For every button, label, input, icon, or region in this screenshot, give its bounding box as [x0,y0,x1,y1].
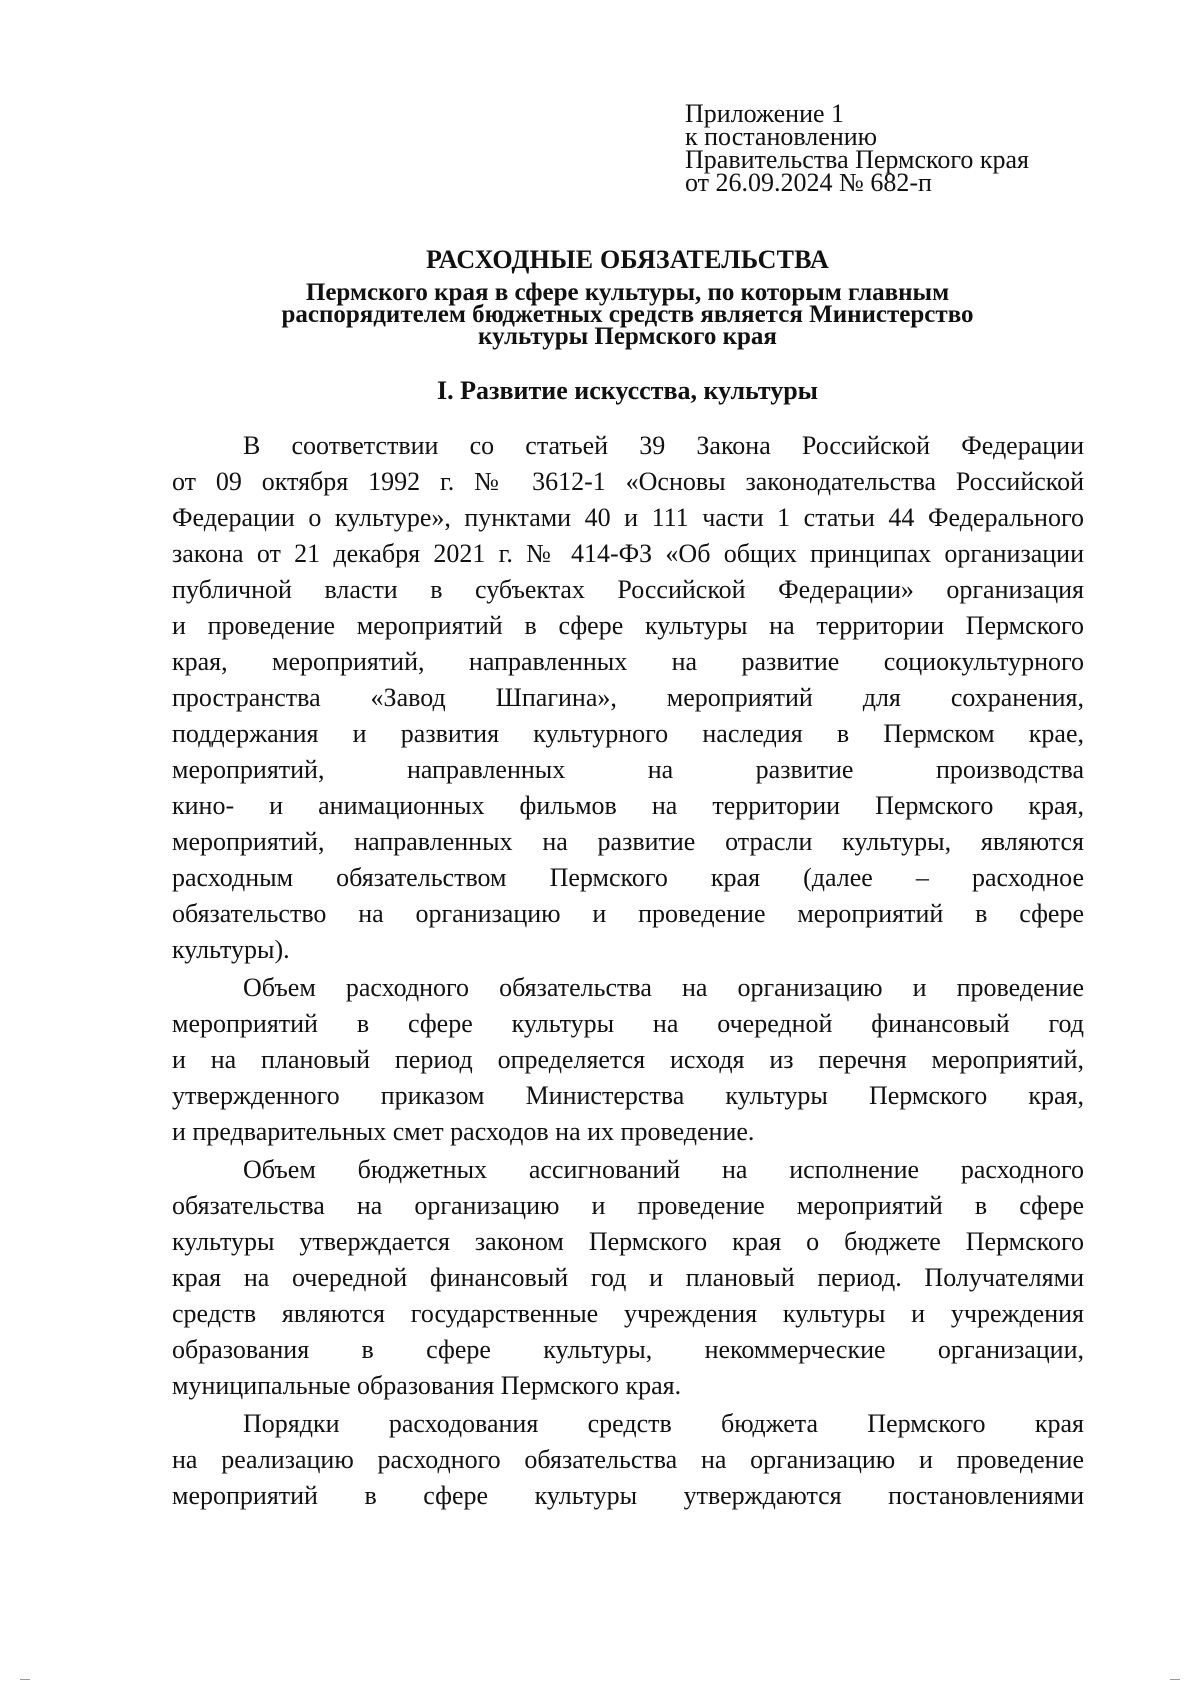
paragraph-line: утвержденного приказом Министерства культуры Пермского края, [172,1081,1084,1110]
appendix-line-3: Правительства Пермского края [685,145,1029,174]
paragraph-line: обязательство на организацию и проведение мероприятий в сфере [172,899,1084,928]
paragraph-line: и на плановый период определяется исходя из перечня мероприятий, [172,1045,1084,1074]
paragraph-line: Порядки расходования средств бюджета Пермского края [243,1409,1084,1438]
appendix-line-1: Приложение 1 [685,99,845,128]
paragraph-line: обязательства на организацию и проведение мероприятий в сфере [172,1191,1084,1220]
paragraph [172,428,1084,968]
paragraph-line: образования в сфере культуры, некоммерческие организации, [172,1335,1084,1364]
paragraph-line: края, мероприятий, направленных на развитие социокультурного [172,647,1084,676]
paragraph-line: Федерации о культуре», пунктами 40 и 111 части 1 статьи 44 Федерального [172,503,1084,532]
paragraph-line: расходным обязательством Пермского края (далее – расходное [172,863,1084,892]
scan-corner-mark [1170,1679,1180,1680]
paragraph-line: от 09 октября 1992 г. № 3612-1 «Основы законодательства Российской [172,467,1084,496]
paragraph-line: В соответствии со статьей 39 Закона Российской Федерации [243,431,1084,460]
paragraph [172,1406,1084,1514]
paragraph-line: края на очередной финансовый год и плановый период. Получателями [172,1263,1084,1292]
appendix-line-4: от 26.09.2024 № 682-п [685,168,932,197]
subtitle-line-3: культуры Пермского края [478,323,777,350]
paragraph-line: культуры утверждается законом Пермского края о бюджете Пермского [172,1227,1084,1256]
scan-corner-mark [20,1679,30,1680]
paragraph-line: Объем бюджетных ассигнований на исполнение расходного [243,1155,1084,1184]
subtitle-line-2: распорядителем бюджетных средств является Министерство [281,301,974,328]
subtitle-line-1: Пермского края в сфере культуры, по которым главным [305,279,950,306]
paragraph-line: кино- и анимационных фильмов на территории Пермского края, [172,791,1084,820]
document-subtitle [170,279,1085,350]
appendix-block [685,99,1029,197]
body-text [172,428,1084,1514]
paragraph-line: мероприятий, направленных на развитие отрасли культуры, являются [172,827,1084,856]
paragraph-line: и проведение мероприятий в сфере культуры на территории Пермского [172,611,1084,640]
paragraph-line: мероприятий в сфере культуры утверждаются постановлениями [172,1481,1084,1510]
paragraph-line: муниципальные образования Пермского края. [172,1371,682,1400]
paragraph-line: поддержания и развития культурного наследия в Пермском крае, [172,719,1084,748]
paragraph-line: Объем расходного обязательства на организацию и проведение [243,973,1084,1002]
paragraph-line: мероприятий, направленных на развитие производства [172,755,1084,784]
paragraph-line: публичной власти в субъектах Российской Федерации» организация [172,575,1084,604]
paragraph [172,970,1084,1150]
document-title: РАСХОДНЫЕ ОБЯЗАТЕЛЬСТВА [425,245,829,274]
paragraph-line: культуры). [172,935,290,964]
paragraph-line: мероприятий в сфере культуры на очередной финансовый год [172,1009,1084,1038]
paragraph-line: на реализацию расходного обязательства на организацию и проведение [172,1445,1084,1474]
paragraph-line: пространства «Завод Шпагина», мероприятий для сохранения, [172,683,1084,712]
paragraph-line: и предварительных смет расходов на их проведение. [172,1117,755,1146]
paragraph-line: закона от 21 декабря 2021 г. № 414-ФЗ «Об общих принципах организации [172,539,1084,568]
paragraph-line: средств являются государственные учреждения культуры и учреждения [172,1299,1084,1328]
paragraph [172,1152,1084,1404]
section-heading: I. Развитие искусства, культуры [437,376,818,405]
appendix-line-2: к постановлению [685,122,878,151]
